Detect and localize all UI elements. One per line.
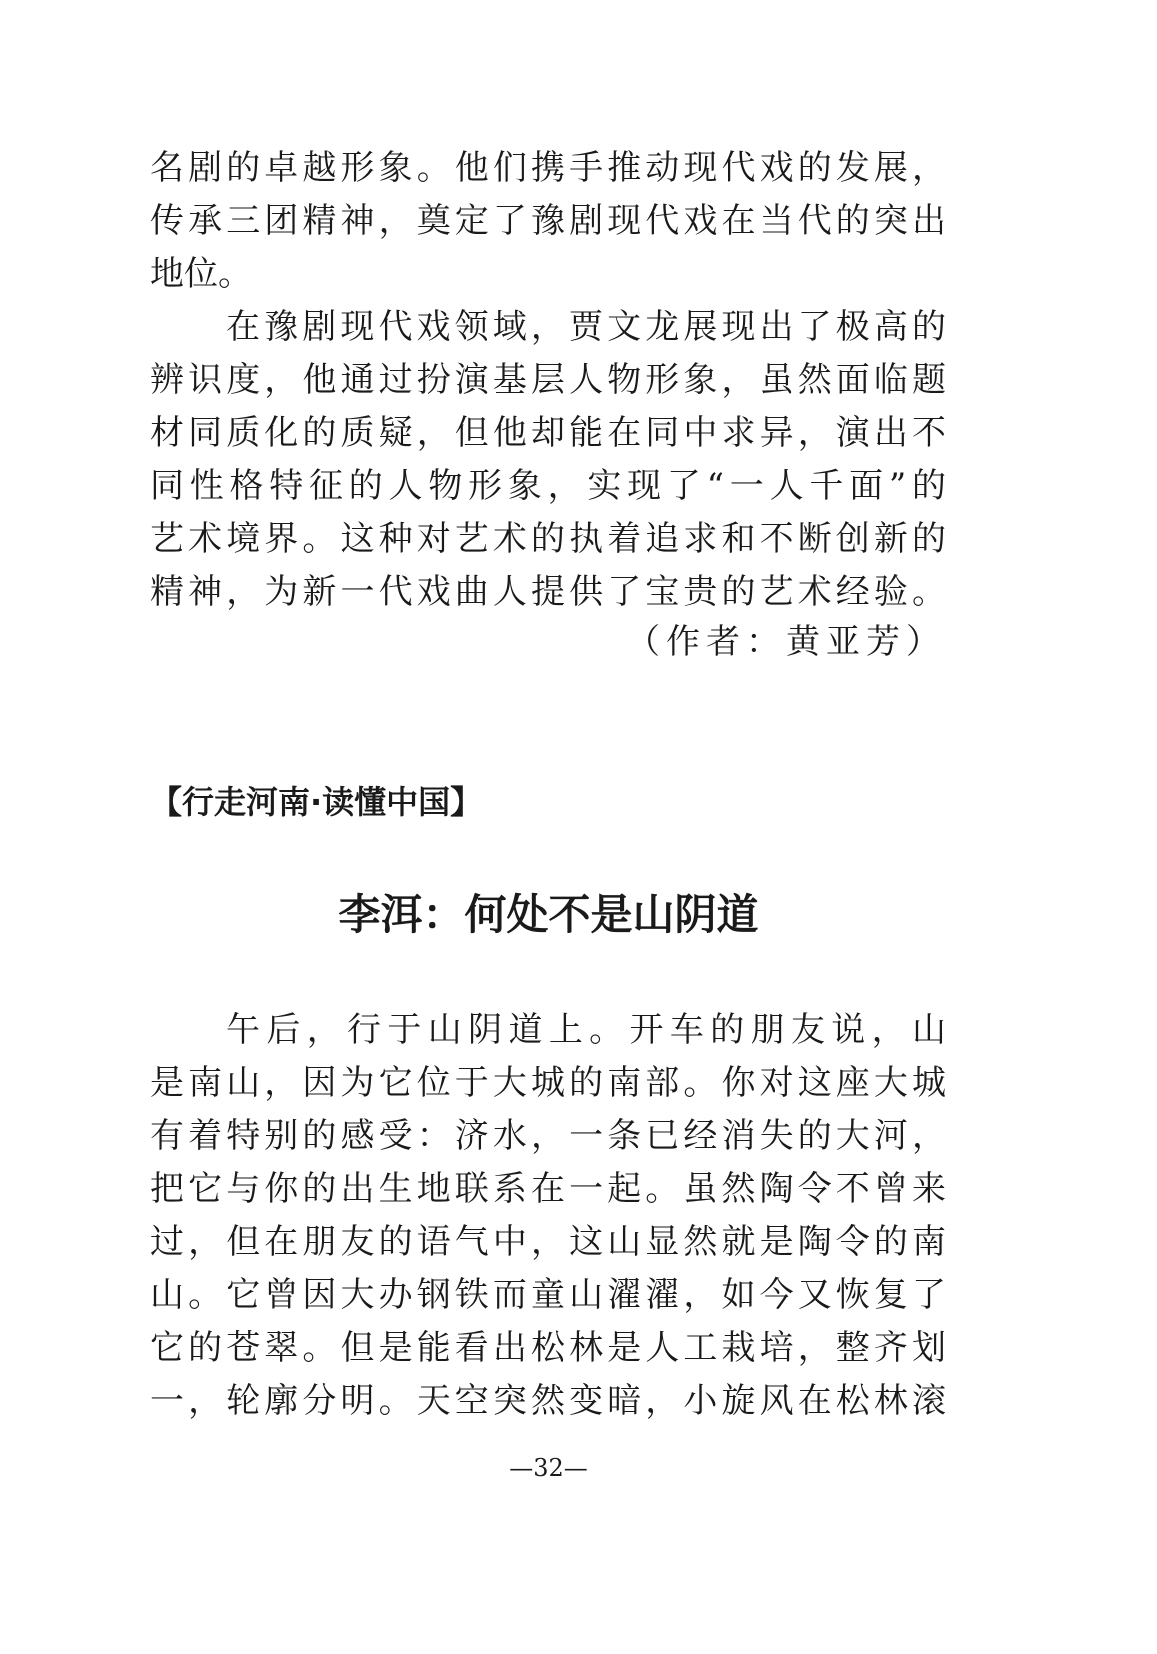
text-line: 它的苍翠。但是能看出松林是人工栽培，整齐划 — [150, 1328, 946, 1368]
text-line: 过，但在朋友的语气中，这山显然就是陶令的南 — [150, 1222, 946, 1262]
text-line: 材同质化的质疑，但他却能在同中求异，演出不 — [150, 413, 946, 453]
text-line: 名剧的卓越形象。他们携手推动现代戏的发展， — [150, 148, 946, 188]
article-2-body — [150, 1004, 946, 1428]
author-credit: （作者：黄亚芳） — [626, 622, 946, 662]
page-number: —32— — [509, 1454, 588, 1482]
text-line: 在豫剧现代戏领域，贾文龙展现出了极高的 — [226, 307, 946, 347]
text-line: 把它与你的出生地联系在一起。虽然陶令不曾来 — [150, 1169, 946, 1209]
text-line: 地位。 — [150, 254, 252, 294]
column-label: 【行走河南·读懂中国】 — [150, 783, 483, 821]
article-1-body — [150, 142, 946, 619]
text-line: 精神，为新一代戏曲人提供了宝贵的艺术经验。 — [150, 572, 946, 612]
text-line: 艺术境界。这种对艺术的执着追求和不断创新的 — [150, 519, 946, 559]
text-line: 同性格特征的人物形象，实现了“一人千面”的 — [150, 466, 946, 506]
text-line: 传承三团精神，奠定了豫剧现代戏在当代的突出 — [150, 201, 946, 241]
text-line: 午后，行于山阴道上。开车的朋友说，山 — [226, 1010, 946, 1050]
article-title: 李洱：何处不是山阴道 — [338, 890, 759, 939]
text-line: 山。它曾因大办钢铁而童山濯濯，如今又恢复了 — [150, 1275, 946, 1315]
text-line: 一，轮廓分明。天空突然变暗，小旋风在松林滚 — [150, 1381, 946, 1421]
text-line: 有着特别的感受：济水，一条已经消失的大河， — [150, 1116, 946, 1156]
text-line: 是南山，因为它位于大城的南部。你对这座大城 — [150, 1063, 946, 1103]
text-line: 辨识度，他通过扮演基层人物形象，虽然面临题 — [150, 360, 946, 400]
